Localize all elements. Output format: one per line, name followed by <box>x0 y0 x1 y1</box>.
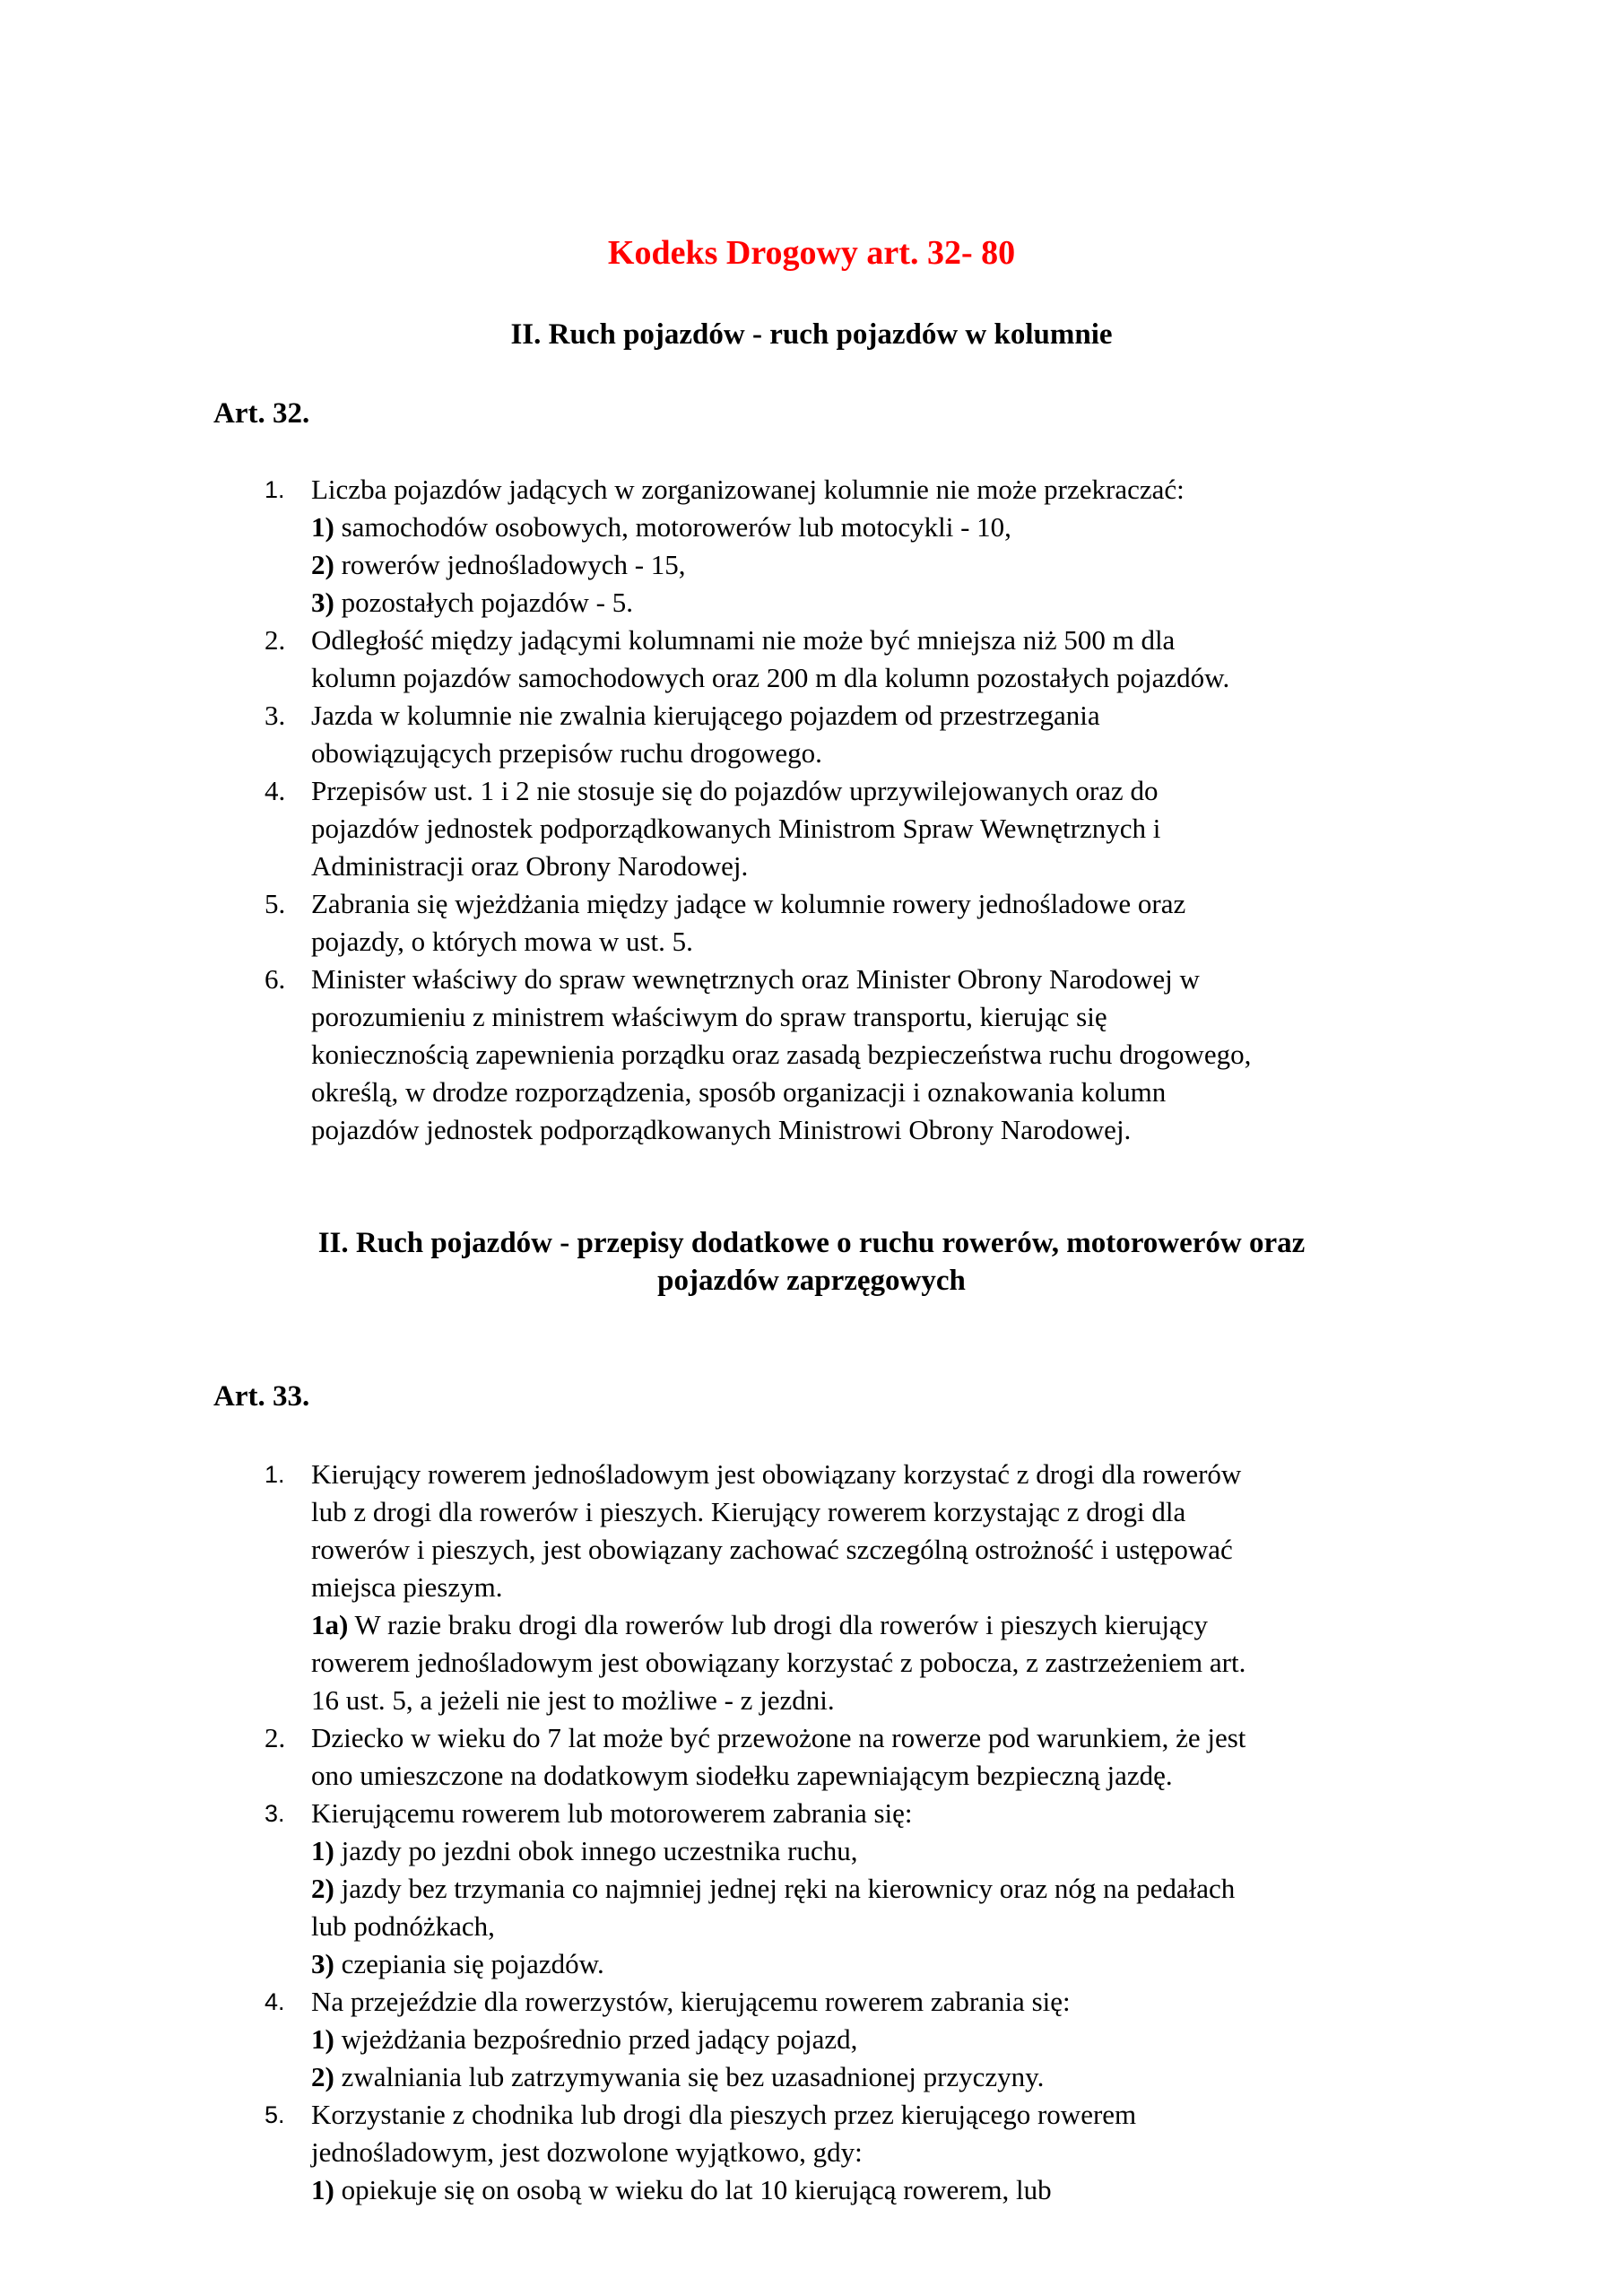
heading-line: II. Ruch pojazdów - przepisy dodatkowe o ruchu rowerów, motorowerów oraz <box>317 1227 1306 1259</box>
subitem: 1) opiekuje się on osobą w wieku do lat 10 kierującą rowerem, lub <box>311 2174 1052 2205</box>
section-heading-bicycle-rules <box>215 1224 1408 1300</box>
item-text: Liczba pojazdów jadących w zorganizowanej kolumnie nie może przekraczać: <box>311 474 1185 505</box>
subitem: 2) jazdy bez trzymania co najmniej jednej ręki na kierownicy oraz nóg na pedałach <box>311 1873 1236 1904</box>
list-item <box>265 885 1448 961</box>
item-text: koniecznością zapewnienia porządku oraz zasadą bezpieczeństwa ruchu drogowego, <box>311 1039 1252 1070</box>
item-text: pojazdów jednostek podporządkowanych Ministrowi Obrony Narodowej. <box>311 1114 1132 1145</box>
item-text: Na przejeździe dla rowerzystów, kierującemu rowerem zabrania się: <box>311 1986 1071 2017</box>
item-text: pojazdy, o których mowa w ust. 5. <box>311 926 693 957</box>
subitem: 2) zwalniania lub zatrzymywania się bez uzasadnionej przyczyny. <box>311 2061 1045 2092</box>
item-text: Korzystanie z chodnika lub drogi dla pieszych przez kierującego rowerem <box>311 2099 1137 2130</box>
list-item <box>265 2096 1448 2209</box>
item-text: lub podnóżkach, <box>311 1910 495 1942</box>
subitem: 1) wjeżdżania bezpośrednio przed jadący pojazd, <box>311 2023 858 2055</box>
subitem: 3) czepiania się pojazdów. <box>311 1948 604 1979</box>
heading-line: pojazdów zaprzęgowych <box>657 1265 966 1297</box>
item-text: Odległość między jadącymi kolumnami nie może być mniejsza niż 500 m dla <box>311 624 1176 656</box>
item-text: Zabrania się wjeżdżania między jadące w kolumnie rowery jednośladowe oraz <box>311 888 1186 919</box>
list-marker: 3. <box>265 1800 285 1827</box>
list-marker: 2. <box>265 624 286 656</box>
item-text: porozumieniu z ministrem właściwym do spraw transportu, kierując się <box>311 1001 1107 1032</box>
list-item <box>265 697 1448 772</box>
article-33-label: Art. 33. <box>213 1380 310 1413</box>
subitem: 1a) W razie braku drogi dla rowerów lub drogi dla rowerów i pieszych kierujący <box>311 1609 1209 1640</box>
list-marker: 5. <box>265 2101 285 2128</box>
list-marker: 4. <box>265 1988 285 2015</box>
article-33-list <box>265 1456 1448 2209</box>
item-text: określą, w drodze rozporządzenia, sposób organizacji i oznakowania kolumn <box>311 1076 1167 1108</box>
article-32-label: Art. 32. <box>213 397 310 430</box>
list-item <box>265 1983 1448 2096</box>
list-item <box>265 471 1448 622</box>
item-text: Administracji oraz Obrony Narodowej. <box>311 850 749 882</box>
list-item <box>265 1456 1448 1719</box>
item-text: miejsca pieszym. <box>311 1571 503 1603</box>
list-item <box>265 1795 1448 1983</box>
list-marker: 4. <box>265 775 286 806</box>
list-marker: 6. <box>265 963 286 995</box>
item-text: Kierującemu rowerem lub motorowerem zabrania się: <box>311 1797 913 1829</box>
item-text: Dziecko w wieku do 7 lat może być przewożone na rowerze pod warunkiem, że jest <box>311 1722 1246 1753</box>
item-text: Minister właściwy do spraw wewnętrznych oraz Minister Obrony Narodowej w <box>311 963 1200 995</box>
item-text: lub z drogi dla rowerów i pieszych. Kierujący rowerem korzystając z drogi dla <box>311 1496 1186 1527</box>
list-marker: 2. <box>265 1722 286 1753</box>
item-text: kolumn pojazdów samochodowych oraz 200 m dla kolumn pozostałych pojazdów. <box>311 662 1230 693</box>
subitem: 2) rowerów jednośladowych - 15, <box>311 549 686 580</box>
item-text: Jazda w kolumnie nie zwalnia kierującego pojazdem od przestrzegania <box>311 700 1100 731</box>
item-text: obowiązujących przepisów ruchu drogowego. <box>311 737 822 769</box>
item-text: 16 ust. 5, a jeżeli nie jest to możliwe - z jezdni. <box>311 1684 835 1716</box>
subitem: 1) samochodów osobowych, motorowerów lub motocykli - 10, <box>311 511 1011 543</box>
list-marker: 5. <box>265 888 286 919</box>
item-text: jednośladowym, jest dozwolone wyjątkowo, gdy: <box>311 2136 863 2168</box>
list-item <box>265 772 1448 885</box>
list-marker: 1. <box>265 1461 285 1488</box>
document-title: Kodeks Drogowy art. 32- 80 <box>607 234 1016 272</box>
subitem: 3) pozostałych pojazdów - 5. <box>311 587 633 618</box>
subitem: 1) jazdy po jezdni obok innego uczestnika ruchu, <box>311 1835 858 1866</box>
list-item <box>265 1719 1448 1795</box>
list-marker: 1. <box>265 476 285 503</box>
list-item <box>265 622 1448 697</box>
list-marker: 3. <box>265 700 286 731</box>
item-text: rowerów i pieszych, jest obowiązany zachować szczególną ostrożność i ustępować <box>311 1534 1233 1565</box>
item-text: Kierujący rowerem jednośladowym jest obowiązany korzystać z drogi dla rowerów <box>311 1458 1242 1490</box>
item-text: pojazdów jednostek podporządkowanych Ministrom Spraw Wewnętrznych i <box>311 813 1161 844</box>
item-text: rowerem jednośladowym jest obowiązany korzystać z pobocza, z zastrzeżeniem art. <box>311 1647 1246 1678</box>
item-text: ono umieszczone na dodatkowym siodełku zapewniającym bezpieczną jazdę. <box>311 1760 1173 1791</box>
section-heading-column-traffic: II. Ruch pojazdów - ruch pojazdów w kolumnie <box>510 318 1113 351</box>
list-item <box>265 961 1448 1149</box>
article-32-list <box>265 471 1448 1149</box>
item-text: Przepisów ust. 1 i 2 nie stosuje się do pojazdów uprzywilejowanych oraz do <box>311 775 1159 806</box>
